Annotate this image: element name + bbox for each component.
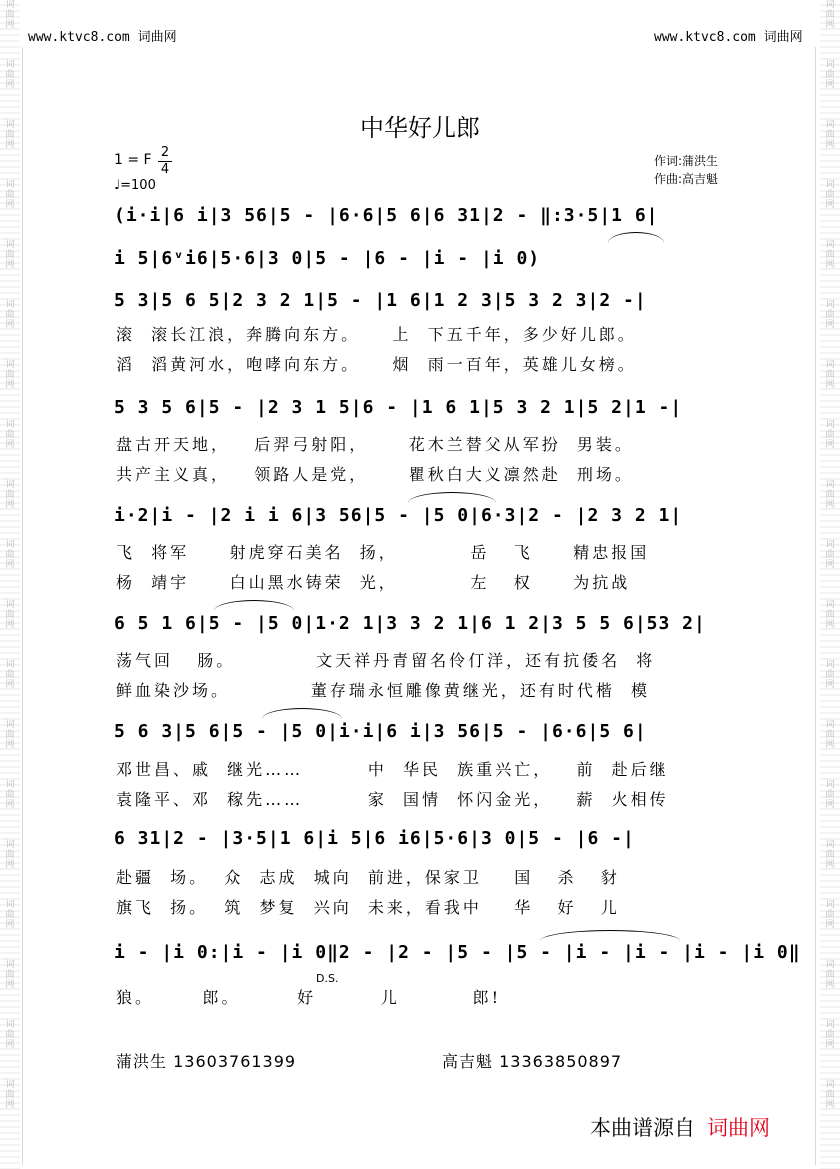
time-top: 2 <box>160 145 170 160</box>
side-watermark-text: 词 曲 网 <box>825 840 835 870</box>
side-watermark-text: 词 曲 网 <box>5 960 15 990</box>
contact-name: 高吉魁 <box>442 1052 494 1071</box>
notation-line-6: 6 5 1 6|5 - |5 0|1·2 1|3 3 2 1|6 1 2|3 5 5 6|53 2| <box>114 613 706 634</box>
contact-name: 蒲洪生 <box>116 1052 168 1071</box>
ds-mark: D.S. <box>316 972 339 985</box>
tempo-mark: ♩=100 <box>114 178 156 193</box>
side-watermark-text: 词 曲 网 <box>825 960 835 990</box>
side-watermark-text: 词 曲 网 <box>5 240 15 270</box>
side-watermark-text: 词 曲 网 <box>5 180 15 210</box>
side-watermark-text: 词 曲 网 <box>825 420 835 450</box>
lyrics-verse-2: 旗飞 扬。 筑 梦复 兴向 未来，看我中 华 好 儿 <box>116 898 620 917</box>
lyrics-verse-2: 滔 滔黄河水，咆哮向东方。 烟 雨一百年，英雄儿女榜。 <box>116 355 637 374</box>
lyrics-verse-2: 共产主义真， 领路人是党， 瞿秋白大义凛然赴 刑场。 <box>116 465 634 484</box>
right-watermark-strip <box>820 0 840 1169</box>
lyrics-verse-1: 邓世昌、戚 继光…… 中 华民 族重兴亡， 前 赴后继 <box>116 760 669 779</box>
time-signature <box>158 145 172 178</box>
lyrics-verse-1: 荡气回 肠。 文天祥丹青留名伶仃洋，还有抗倭名 将 <box>116 651 656 670</box>
contact-lyricist <box>116 1049 296 1072</box>
side-watermark-text: 词 曲 网 <box>5 480 15 510</box>
song-title: 中华好儿郎 <box>360 114 480 142</box>
brand-link[interactable]: 词曲网 <box>707 1116 770 1140</box>
side-watermark-text: 词 曲 网 <box>5 300 15 330</box>
lyrics-verse-2: 袁隆平、邓 稼先…… 家 国情 怀闪金光， 薪 火相传 <box>116 790 669 809</box>
side-watermark-text: 词 曲 网 <box>5 660 15 690</box>
notation-line-1: (i·i|6 i|3 56|5 - |6·6|5 6|6 31|2 - ‖:3·5|1 6| <box>114 205 659 226</box>
side-watermark-text: 词 曲 网 <box>825 240 835 270</box>
side-watermark-text: 词 曲 网 <box>5 120 15 150</box>
side-watermark-text: 词 曲 网 <box>825 660 835 690</box>
lyrics-verse-2: 杨 靖宇 白山黑水铸荣 光， 左 权 为抗战 <box>116 573 631 592</box>
side-watermark-text: 词 曲 网 <box>5 60 15 90</box>
source-label: 本曲谱源自 <box>590 1116 695 1140</box>
lyricist-credit: 作词:蒲洪生 <box>654 154 719 168</box>
side-watermark-text: 词 曲 网 <box>825 120 835 150</box>
side-watermark-text: 词 曲 网 <box>5 900 15 930</box>
side-watermark-text: 词 曲 网 <box>825 180 835 210</box>
lyrics-final: 狼。 郎。 好 儿 郎! <box>116 988 502 1007</box>
side-watermark-text: 词 曲 网 <box>825 600 835 630</box>
side-watermark-text: 词 曲 网 <box>825 60 835 90</box>
lyrics-verse-1: 飞 将军 射虎穿石美名 扬， 岳 飞 精忠报国 <box>116 543 650 562</box>
contact-phone: 13363850897 <box>499 1052 623 1071</box>
contact-composer <box>442 1049 622 1072</box>
composer-credit: 作曲:高吉魁 <box>654 172 719 186</box>
side-watermark-text: 词 曲 网 <box>5 720 15 750</box>
notation-line-2: i 5|6ᵛi6|5·6|3 0|5 - |6 - |i - |i 0) <box>114 248 541 269</box>
time-bottom: 4 <box>158 161 172 178</box>
side-watermark-text: 词 曲 网 <box>825 1080 835 1110</box>
left-watermark-strip <box>0 0 20 1169</box>
side-watermark-text: 词 曲 网 <box>5 0 15 30</box>
side-watermark-text: 词 曲 网 <box>825 0 835 30</box>
side-watermark-text: 词 曲 网 <box>5 360 15 390</box>
side-watermark-text: 词 曲 网 <box>825 540 835 570</box>
notation-line-7: 5 6 3|5 6|5 - |5 0|i·i|6 i|3 56|5 - |6·6|5 6| <box>114 721 647 742</box>
side-watermark-text: 词 曲 网 <box>825 480 835 510</box>
lyrics-verse-1: 盘古开天地， 后羿弓射阳， 花木兰替父从军扮 男装。 <box>116 435 634 454</box>
notation-line-8: 6 31|2 - |3·5|1 6|i 5|6 i6|5·6|3 0|5 - |6 -| <box>114 828 635 849</box>
contact-phone: 13603761399 <box>173 1052 297 1071</box>
side-watermark-text: 词 曲 网 <box>825 900 835 930</box>
source-footer <box>590 1112 770 1142</box>
side-watermark-text: 词 曲 网 <box>5 1080 15 1110</box>
side-watermark-text: 词 曲 网 <box>5 540 15 570</box>
key-signature: 1 = F <box>114 152 152 168</box>
lyrics-verse-1: 滚 滚长江浪，奔腾向东方。 上 下五千年，多少好儿郎。 <box>116 325 637 344</box>
side-watermark-text: 词 曲 网 <box>5 840 15 870</box>
notation-line-5: i·2|i - |2 i i 6|3 56|5 - |5 0|6·3|2 - |2 3 2 1| <box>114 505 683 526</box>
side-watermark-text: 词 曲 网 <box>5 420 15 450</box>
notation-line-4: 5 3 5 6|5 - |2 3 1 5|6 - |1 6 1|5 3 2 1|5 2|1 -| <box>114 397 683 418</box>
side-watermark-text: 词 曲 网 <box>825 780 835 810</box>
side-watermark-text: 词 曲 网 <box>825 1020 835 1050</box>
side-watermark-text: 词 曲 网 <box>825 720 835 750</box>
side-watermark-text: 词 曲 网 <box>5 780 15 810</box>
site-watermark-left[interactable]: www.ktvc8.com 词曲网 <box>28 30 177 45</box>
lyrics-verse-2: 鲜血染沙场。 董存瑞永恒雕像黄继光，还有时代楷 模 <box>116 681 651 700</box>
site-watermark-right[interactable]: www.ktvc8.com 词曲网 <box>654 30 803 45</box>
notation-line-9: i - |i 0:|i - |i 0‖2 - |2 - |5 - |5 - |i - |i - |i - |i 0‖ <box>114 942 801 963</box>
side-watermark-text: 词 曲 网 <box>825 300 835 330</box>
lyrics-verse-1: 赴疆 场。 众 志成 城向 前进，保家卫 国 杀 豺 <box>116 868 620 887</box>
side-watermark-text: 词 曲 网 <box>5 600 15 630</box>
side-watermark-text: 词 曲 网 <box>5 1020 15 1050</box>
side-watermark-text: 词 曲 网 <box>825 360 835 390</box>
notation-line-3: 5 3|5 6 5|2 3 2 1|5 - |1 6|1 2 3|5 3 2 3|2 -| <box>114 290 647 311</box>
